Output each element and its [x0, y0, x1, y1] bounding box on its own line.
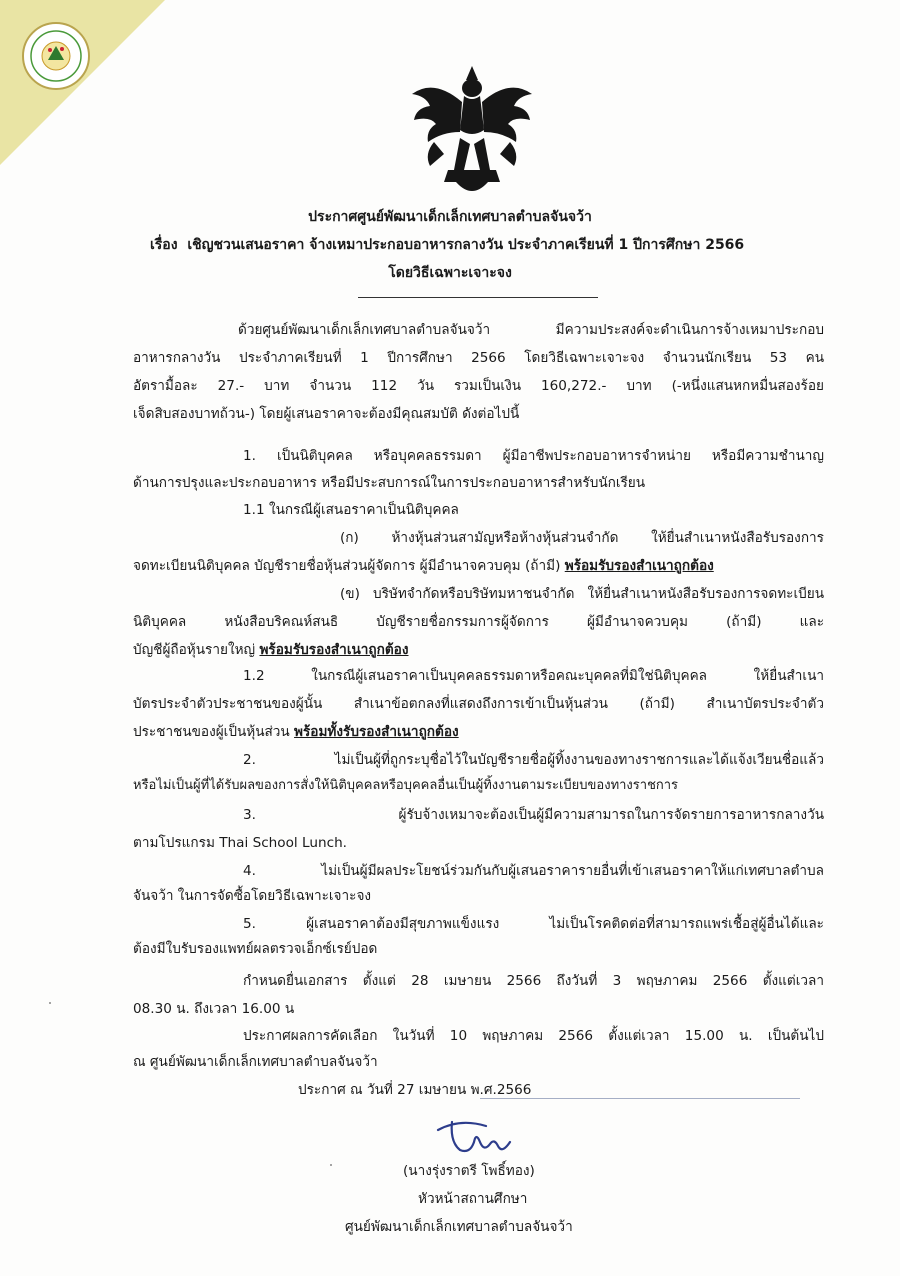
intro-line-4: เจ็ดสิบสองบาทถ้วน-) โดยผู้เสนอราคาจะต้องมีคุณสมบัติ ดังต่อไปนี้ [133, 406, 520, 422]
q3-line-2: ตามโปรแกรม Thai School Lunch. [133, 835, 348, 851]
submission-line-2: 08.30 น. ถึงเวลา 16.00 น [133, 1001, 295, 1017]
q1-1a-line-2 [133, 556, 714, 576]
q1-2-certified: พร้อมทั้งรับรองสำเนาถูกต้อง [294, 724, 459, 740]
q1-1a-line-1: (ก) ห้างหุ้นส่วนสามัญหรือห้างหุ้นส่วนจำกัด ให้ยื่นสำเนาหนังสือรับรองการ [340, 530, 824, 546]
q1-line-1: 1. เป็นนิติบุคคล หรือบุคคลธรรมดา ผู้มีอาชีพประกอบอาหารจำหน่าย หรือมีความชำนาญ [243, 448, 824, 464]
signature-stroke-line [480, 1098, 800, 1099]
q1-line-2: ด้านการปรุงและประกอบอาหาร หรือมีประสบการณ์ในการประกอบอาหารสำหรับนักเรียน [133, 475, 646, 491]
intro-line-2: อาหารกลางวัน ประจำภาคเรียนที่ 1 ปีการศึกษา 2566 โดยวิธีเฉพาะเจาะจง จำนวนนักเรียน 53 คน [133, 350, 824, 366]
q1-1b-line-1: (ข) บริษัทจำกัดหรือบริษัทมหาชนจำกัด ให้ยื่นสำเนาหนังสือรับรองการจดทะเบียน [340, 586, 824, 602]
q5-line-1: 5. ผู้เสนอราคาต้องมีสุขภาพแข็งแรง ไม่เป็นโรคติดต่อที่สามารถแพร่เชื้อสู่ผู้อื่นได้และ [243, 916, 824, 932]
q1-1b-certified: พร้อมรับรองสำเนาถูกต้อง [259, 642, 409, 658]
q4-line-1: 4. ไม่เป็นผู้มีผลประโยชน์ร่วมกันกับผู้เสนอราคารายอื่นที่เข้าเสนอราคาให้แก่เทศบาลตำบล [243, 863, 824, 879]
q1-2-line-3 [133, 722, 459, 742]
q5-line-2: ต้องมีใบรับรองแพทย์ผลตรวจเอ็กซ์เรย์ปอด [133, 941, 378, 957]
handwritten-signature-icon [430, 1112, 520, 1158]
subject-label: เรื่อง [150, 237, 178, 253]
q2-line-2: หรือไม่เป็นผู้ที่ได้รับผลของการสั่งให้นิติบุคคลหรือบุคคลอื่นเป็นผู้ทิ้งงานตามระเบียบของทางราชการ [133, 778, 679, 793]
signatory-organization: ศูนย์พัฒนาเด็กเล็กเทศบาลตำบลจันจว้า [345, 1219, 573, 1235]
q3-line-1: 3. ผู้รับจ้างเหมาจะต้องเป็นผู้มีความสามารถในการจัดรายการอาหารกลางวัน [243, 807, 824, 823]
q1-1b-text: บัญชีผู้ถือหุ้นรายใหญ่ [133, 642, 256, 658]
q1-1a-text: จดทะเบียนนิติบุคคล บัญชีรายชื่อหุ้นส่วนผู้จัดการ ผู้มีอำนาจควบคุม (ถ้ามี) [133, 558, 561, 574]
q1-2-line-2: บัตรประจำตัวประชาชนของผู้นั้น สำเนาข้อตกลงที่แสดงถึงการเข้าเป็นหุ้นส่วน (ถ้ามี) สำเนาบัตรประจำตัว [133, 696, 824, 712]
scan-speck [330, 1164, 332, 1166]
announcement-title: ประกาศศูนย์พัฒนาเด็กเล็กเทศบาลตำบลจันจว้า [308, 209, 592, 225]
garuda-emblem-icon [404, 58, 540, 206]
subject-line [150, 235, 744, 255]
method-line: โดยวิธีเฉพาะเจาะจง [388, 265, 512, 281]
intro-line-1: ด้วยศูนย์พัฒนาเด็กเล็กเทศบาลตำบลจันจว้า มีความประสงค์จะดำเนินการจ้างเหมาประกอบ [238, 322, 824, 338]
signatory-name: (นางรุ่งราตรี โพธิ์ทอง) [403, 1163, 535, 1179]
q1-1b-line-2: นิติบุคคล หนังสือบริคณห์สนธิ บัญชีรายชื่อกรรมการผู้จัดการ ผู้มีอำนาจควบคุม (ถ้ามี) และ [133, 614, 824, 630]
announce-date: ประกาศ ณ วันที่ 27 เมษายน พ.ศ.2566 [298, 1082, 532, 1098]
q1-1a-certified: พร้อมรับรองสำเนาถูกต้อง [564, 558, 714, 574]
q1-2-text: ประชาชนของผู้เป็นหุ้นส่วน [133, 724, 290, 740]
title-divider [358, 297, 598, 298]
scan-speck [49, 1002, 51, 1004]
subject-text: เชิญชวนเสนอราคา จ้างเหมาประกอบอาหารกลางวัน ประจำภาคเรียนที่ 1 ปีการศึกษา 2566 [187, 237, 745, 253]
round-seal-icon [20, 20, 92, 92]
result-line-2: ณ ศูนย์พัฒนาเด็กเล็กเทศบาลตำบลจันจว้า [133, 1054, 378, 1070]
q1-1b-line-3 [133, 640, 408, 660]
intro-line-3: อัตรามื้อละ 27.- บาท จำนวน 112 วัน รวมเป็นเงิน 160,272.- บาท (-หนึ่งแสนหกหมื่นสองร้อย [133, 378, 824, 394]
q1-1-heading: 1.1 ในกรณีผู้เสนอราคาเป็นนิติบุคคล [243, 502, 459, 518]
result-line-1: ประกาศผลการคัดเลือก ในวันที่ 10 พฤษภาคม 2566 ตั้งแต่เวลา 15.00 น. เป็นต้นไป [243, 1028, 824, 1044]
q4-line-2: จันจว้า ในการจัดซื้อโดยวิธีเฉพาะเจาะจง [133, 888, 372, 904]
q2-line-1: 2. ไม่เป็นผู้ที่ถูกระบุชื่อไว้ในบัญชีรายชื่อผู้ทิ้งงานของทางราชการและได้แจ้งเวียนชื่อแล้ว [243, 752, 824, 768]
q1-2-line-1: 1.2 ในกรณีผู้เสนอราคาเป็นบุคคลธรรมดาหรือคณะบุคคลที่มิใช่นิติบุคคล ให้ยื่นสำเนา [243, 668, 824, 684]
submission-line-1: กำหนดยื่นเอกสาร ตั้งแต่ 28 เมษายน 2566 ถึงวันที่ 3 พฤษภาคม 2566 ตั้งแต่เวลา [243, 973, 824, 989]
signatory-position: หัวหน้าสถานศึกษา [418, 1191, 528, 1207]
